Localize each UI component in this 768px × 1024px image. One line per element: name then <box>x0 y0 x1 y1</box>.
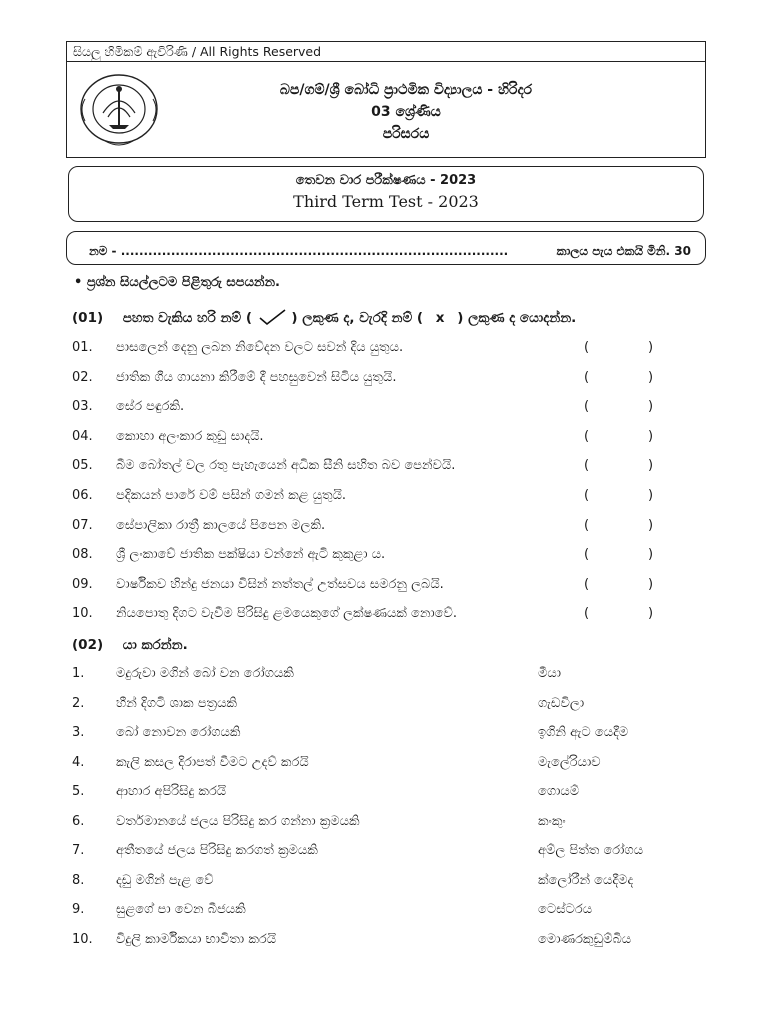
question-1-item <box>72 488 702 508</box>
answer-bracket-open[interactable]: ( <box>584 428 590 444</box>
name-field[interactable]: නම - ..................................................................................... <box>89 244 509 258</box>
question-1-item <box>72 399 702 419</box>
item-text: සේර පඳුරකි. <box>116 399 185 415</box>
answer-bracket-close: ) <box>648 369 654 385</box>
question-1-text-after: ) ලකුණ ද යොදන්න. <box>457 310 577 326</box>
answer-bracket-open[interactable]: ( <box>584 547 590 563</box>
grade-label: 03 ශ්‍රේණිය <box>371 104 441 120</box>
item-number: 06. <box>72 488 93 503</box>
answer-bracket-close: ) <box>648 428 654 444</box>
question-2-item <box>72 784 702 804</box>
match-option[interactable]: ඉගිනි ඇට යෙදීම <box>538 725 629 740</box>
question-1-item <box>72 518 702 538</box>
item-text: ශ්‍රී ලංකාවේ ජාතික පක්ෂියා වන්නේ ඇටි කුකුළා ය. <box>116 547 386 563</box>
question-1-number: (01) <box>72 310 104 326</box>
match-option[interactable]: ගැඩවිලා <box>538 695 585 711</box>
tick-icon <box>257 308 287 326</box>
item-number: 04. <box>72 428 93 444</box>
question-2-heading <box>72 637 188 653</box>
question-2-item <box>72 725 702 745</box>
match-option[interactable]: මීයා <box>538 666 561 681</box>
answer-bracket-open[interactable]: ( <box>584 576 590 592</box>
item-number: 02. <box>72 369 93 385</box>
question-1-text-before: පහත වැකිය හරි නම් ( <box>122 310 252 326</box>
item-text: වාර්ෂිකව හින්දු ජනයා විසින් නත්තල් උත්සවය සමරනු ලබයි. <box>116 576 444 592</box>
answer-bracket-close: ) <box>648 458 654 474</box>
item-text: කැලි කසල දිරාපත් වීමට උදව් කරයි <box>116 754 309 770</box>
answer-bracket-close: ) <box>648 606 654 622</box>
question-2-item <box>72 755 702 775</box>
answer-bracket-close: ) <box>648 488 654 503</box>
item-text: දඩු මගින් පැළ වේ <box>116 872 214 888</box>
item-text: පදිකයන් පාරේ වම් පසින් ගමන් කළ යුතුයි. <box>116 488 347 503</box>
item-text: නියපොතු දිගට වැවීම පිරිසිදු ළමයෙකුගේ ලක්ෂණයක් නොවේ. <box>116 606 458 622</box>
answer-bracket-open[interactable]: ( <box>584 399 590 415</box>
item-number: 7. <box>72 843 85 858</box>
item-number: 08. <box>72 547 93 563</box>
item-text: විදුලි කාර්මිකයා භාවිතා කරයි <box>116 931 277 947</box>
item-number: 10. <box>72 606 93 622</box>
answer-bracket-close: ) <box>648 517 654 533</box>
question-1-item <box>72 606 702 626</box>
match-option[interactable]: මොණරකුඩුම්බිය <box>538 931 632 947</box>
question-1-heading <box>72 308 576 326</box>
copyright-line: සියලු හිමිකම් ඇවිරිණි / All Rights Reserved <box>67 42 705 62</box>
answer-bracket-close: ) <box>648 340 654 355</box>
item-number: 8. <box>72 872 85 888</box>
match-option[interactable]: ක්ලෝරීන් යෙදීමද <box>538 872 634 888</box>
item-number: 9. <box>72 902 85 917</box>
answer-bracket-open[interactable]: ( <box>584 340 590 355</box>
match-option[interactable]: ටෙස්ටරය <box>538 902 593 917</box>
question-1-item <box>72 429 702 449</box>
question-2-item <box>72 873 702 893</box>
answer-bracket-close: ) <box>648 399 654 415</box>
item-number: 1. <box>72 666 85 681</box>
item-number: 10. <box>72 931 93 947</box>
item-text: කොහා අලංකාර කුඩු සාදයි. <box>116 428 264 444</box>
subject-label: පරිසරය <box>382 126 430 142</box>
question-1-item <box>72 547 702 567</box>
term-title-sinhala: තෙවන වාර පරීක්ෂණය - 2023 <box>295 173 477 188</box>
answer-bracket-open[interactable]: ( <box>584 369 590 385</box>
answer-bracket-close: ) <box>648 547 654 563</box>
cross-mark: x <box>435 310 445 326</box>
item-number: 4. <box>72 754 85 770</box>
header-box <box>66 41 706 158</box>
item-text: මදුරුවා මගින් බෝ වන රෝගයකි <box>116 666 294 681</box>
answer-bracket-open[interactable]: ( <box>584 606 590 622</box>
instruction: • ප්‍රශ්න සියල්ලටම පිළිතුරු සපයන්න. <box>74 275 280 290</box>
item-text: හීන් දිගටි ශාක පත්‍රයකි <box>116 695 237 711</box>
item-number: 01. <box>72 340 93 355</box>
question-1-item <box>72 577 702 597</box>
item-text: සුළගේ පා වෙන බීජයකි <box>116 902 246 917</box>
item-text: බීම බෝතල් වල රතු පැහැයෙන් අධික සීනි සහිත බව පෙන්වයි. <box>116 458 456 474</box>
match-option[interactable]: අම්ල පිත්ත රෝගය <box>538 843 644 858</box>
question-2-title: යා කරන්න. <box>122 637 188 653</box>
item-number: 05. <box>72 458 93 474</box>
term-title-english: Third Term Test - 2023 <box>293 192 479 211</box>
answer-bracket-open[interactable]: ( <box>584 517 590 533</box>
time-label: කාලය පැය එකයි මිනි. 30 <box>556 244 691 258</box>
item-text: අතීතයේ ජලය පිරිසිදු කරගත් ක්‍රමයකි <box>116 843 318 858</box>
item-text: ආහාර අපිරිසිදු කරයි <box>116 784 227 799</box>
question-2-item <box>72 814 702 834</box>
item-text: බෝ නොවන රෝගයකි <box>116 725 241 740</box>
question-2-item <box>72 932 702 952</box>
match-option[interactable]: මැලේරියාව <box>538 754 601 770</box>
item-text: ජාතික ගීය ගායනා කිරීමේ දී පහසුවෙන් සිටිය යුතුයි. <box>116 369 397 385</box>
item-text: වර්තමානයේ ජලය පිරිසිදු කර ගන්නා ක්‍රමයකි <box>116 813 360 829</box>
question-2-item <box>72 696 702 716</box>
question-2-number: (02) <box>72 637 104 653</box>
match-option[interactable]: ගොයම් <box>538 784 580 799</box>
item-number: 09. <box>72 576 93 592</box>
answer-bracket-open[interactable]: ( <box>584 488 590 503</box>
question-1-item <box>72 340 702 360</box>
item-number: 2. <box>72 695 85 711</box>
school-name: බප/ගම්/ශ්‍රී බෝධි ප්‍රාථමික විද්‍යාලය - හිරිදර <box>279 82 533 98</box>
question-2-item <box>72 843 702 863</box>
answer-bracket-open[interactable]: ( <box>584 458 590 474</box>
question-1-item <box>72 458 702 478</box>
question-1-item <box>72 370 702 390</box>
item-number: 5. <box>72 784 85 799</box>
match-option[interactable]: කංකුං <box>538 813 566 829</box>
answer-bracket-close: ) <box>648 576 654 592</box>
question-2-item <box>72 902 702 922</box>
item-number: 07. <box>72 517 93 533</box>
name-time-box <box>66 231 706 265</box>
question-1-text-middle: ) ලකුණ ද, වැරදි නම් ( <box>291 310 424 326</box>
item-text: පාසලෙන් දෙනු ලබන නිවේදන වලට සවන් දිය යුතුය. <box>116 340 404 355</box>
item-number: 03. <box>72 399 93 415</box>
item-number: 3. <box>72 725 85 740</box>
item-text: සේපාලිකා රාත්‍රී කාලයේ පිපෙන මලකි. <box>116 517 326 533</box>
term-title-box <box>68 166 704 222</box>
item-number: 6. <box>72 813 85 829</box>
question-2-item <box>72 666 702 686</box>
